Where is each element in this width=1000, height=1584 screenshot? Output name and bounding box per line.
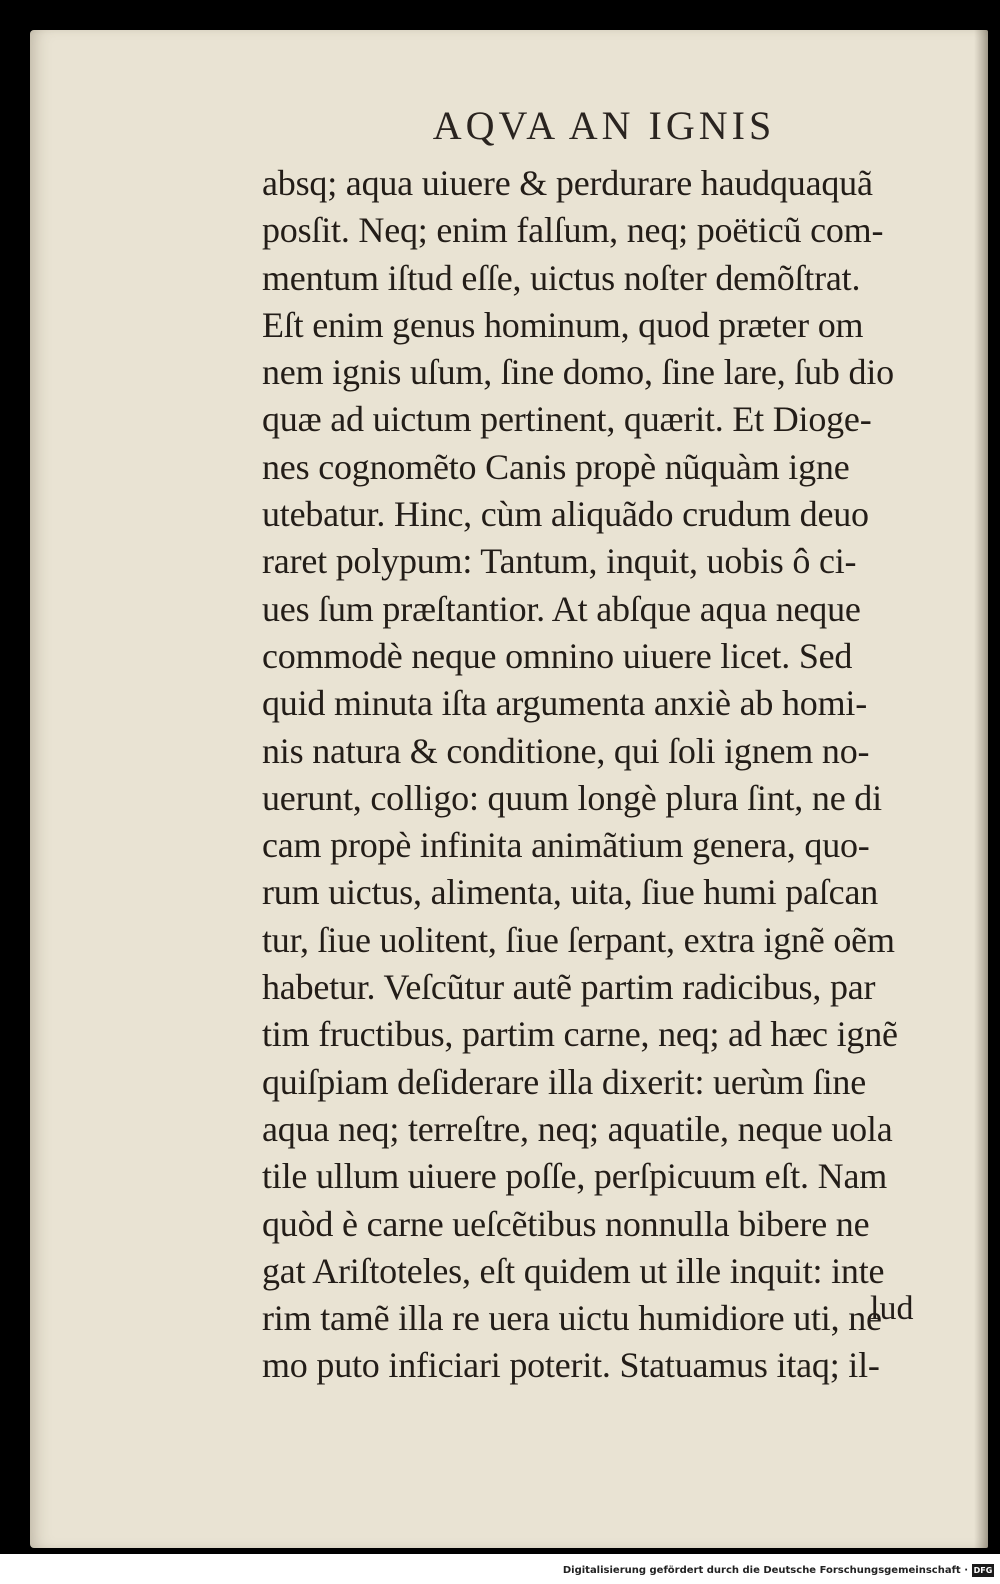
text-line: nis natura & conditione, qui ſoli ignem no- (262, 730, 870, 771)
text-line: nes cognomẽto Canis propè nũquàm igne (262, 446, 850, 487)
text-line: tur, ſiue uolitent, ſiue ſerpant, extra ignẽ oẽm (262, 919, 895, 960)
text-line: mo puto inficiari poterit. Statuamus itaq; il- (262, 1345, 880, 1386)
text-line: commodè neque omnino uiuere licet. Sed (262, 635, 853, 676)
text-line: tile ullum uiuere poſſe, perſpicuum eſt. Nam (262, 1156, 888, 1197)
catchword: lud (870, 1290, 914, 1327)
text-line: aqua neq; terreſtre, neq; aquatile, neque uola (262, 1108, 893, 1149)
text-line: quòd è carne ueſcẽtibus nonnulla bibere ne (262, 1203, 870, 1244)
text-line: tim fructibus, partim carne, neq; ad hæc ignẽ (262, 1014, 898, 1055)
text-line: posſit. Neq; enim falſum, neq; poëticũ com- (262, 210, 884, 251)
text-line: cam propè infinita animãtium genera, quo- (262, 825, 870, 866)
text-line: rim tamẽ illa re uera uictu humidiore uti, ne (262, 1298, 882, 1339)
dfg-logo-icon: DFG (973, 1566, 993, 1575)
text-line: utebatur. Hinc, cùm aliquãdo crudum deuo (262, 494, 869, 535)
text-line: uerunt, colligo: quum longè plura ſint, ne di (262, 777, 882, 818)
spine-shadow (974, 30, 988, 1548)
text-line: rum uictus, alimenta, uita, ſiue humi paſcan (262, 872, 879, 913)
text-line: quiſpiam deſiderare illa dixerit: uerùm ſine (262, 1061, 866, 1102)
body-text (262, 160, 962, 1390)
book-page (30, 30, 988, 1548)
text-line: gat Ariſtoteles, eſt quidem ut ille inquit: inte (262, 1250, 885, 1291)
text-line: ues ſum præſtantior. At abſque aqua neque (262, 588, 861, 629)
text-line: quæ ad uictum pertinent, quærit. Et Dioge- (262, 399, 872, 440)
text-line: nem ignis uſum, ſine domo, ſine lare, ſub dio (262, 352, 894, 393)
funding-credit: Digitalisierung gefördert durch die Deutsche Forschungsgemeinschaft · (562, 1565, 968, 1576)
footer-bar (0, 1554, 1000, 1584)
text-line: quid minuta iſta argumenta anxiè ab homi- (262, 683, 867, 724)
text-line: absq; aqua uiuere & perdurare haudquaquã (262, 163, 873, 203)
text-line: raret polypum: Tantum, inquit, uobis ô ci- (262, 541, 857, 582)
text-line: habetur. Veſcũtur autẽ partim radicibus, par (262, 967, 876, 1008)
text-line: mentum iſtud eſſe, uictus noſter demõſtrat. (262, 257, 861, 298)
text-line: Eſt enim genus hominum, quod præter om (262, 304, 864, 345)
running-head: AQVA AN IGNIS (432, 103, 776, 148)
